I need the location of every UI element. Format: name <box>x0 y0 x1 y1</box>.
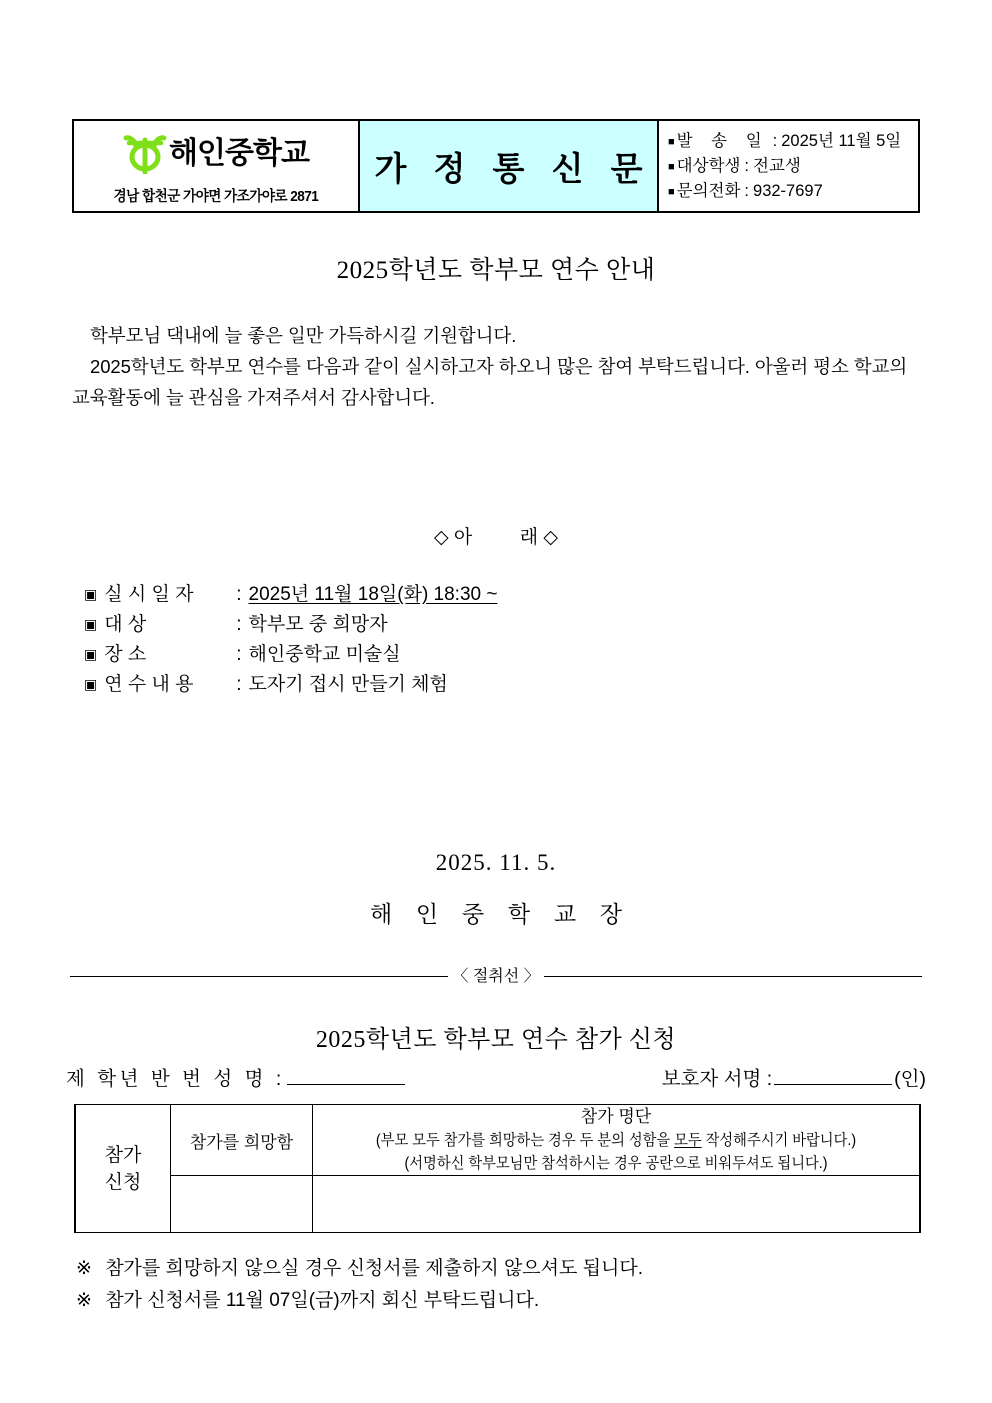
detail-label-content: 연 수 내 용 <box>104 674 194 695</box>
separator-colon: : <box>236 614 242 635</box>
note-text-emphasis: 모두 <box>674 1132 702 1149</box>
form-student-line <box>66 1063 926 1091</box>
school-identity-cell <box>74 121 360 211</box>
student-info-label: 제 학년 반 번 성 명 : <box>66 1068 285 1090</box>
footnote-row <box>76 1253 643 1285</box>
below-divider: ◇ 아 래 ◇ <box>434 527 558 548</box>
detail-value-datetime: 2025년 11월 18일(화) 18:30 ~ <box>248 584 498 605</box>
table-row <box>75 1105 920 1176</box>
participant-list-header: 참가 명단 <box>580 1107 652 1126</box>
contact-phone-value: 932-7697 <box>753 181 823 200</box>
filled-square-bullet-icon: ▣ <box>84 586 98 602</box>
footnote-text: 참가를 희망하지 않으실 경우 신청서를 제출하지 않으셔도 됩니다. <box>105 1258 643 1279</box>
application-label-line2: 신청 <box>104 1171 142 1193</box>
separator-colon: : <box>772 131 778 150</box>
application-label-line1: 참가 <box>104 1144 142 1166</box>
note-text-after: 작성해주시기 바랍니다.) <box>701 1132 857 1149</box>
cut-line-label: 〈 절취선 〉 <box>452 968 540 985</box>
participant-list-note-1 <box>337 1129 895 1152</box>
separator-colon: : <box>236 584 242 605</box>
separator-colon: : <box>236 674 242 695</box>
reference-mark-icon: ※ <box>76 1258 92 1279</box>
cut-line-rule-left <box>70 976 448 977</box>
table-row <box>75 1176 920 1233</box>
header-info-row <box>668 179 918 204</box>
detail-row-audience <box>84 610 513 640</box>
student-name-input[interactable] <box>287 1069 405 1085</box>
separator-colon: : <box>744 156 750 175</box>
target-students-value: 전교생 <box>753 156 801 175</box>
separator-colon: : <box>236 644 242 665</box>
header-info-row <box>668 129 918 154</box>
guardian-signature-label: 보호자 서명 : <box>661 1068 773 1090</box>
detail-row-content <box>84 670 513 700</box>
participant-list-note-2: (서명하신 학부모님만 참석하시는 경우 공란으로 비워두셔도 됩니다.) <box>404 1155 828 1172</box>
form-title: 2025학년도 학부모 연수 참가 신청 <box>315 1027 677 1053</box>
logo-row <box>123 129 309 179</box>
send-date-label: 발 송 일 <box>676 131 769 150</box>
newsletter-header <box>72 119 920 213</box>
guardian-signature-input[interactable] <box>774 1069 892 1085</box>
newsletter-title: 가 정 통 신 문 <box>374 149 652 187</box>
intro-paragraph-1: 학부모님 댁내에 늘 좋은 일만 가득하시길 기원합니다. <box>90 325 517 346</box>
detail-row-location <box>84 640 513 670</box>
wish-checkbox-cell[interactable] <box>171 1176 313 1233</box>
square-bullet-icon: ■ <box>668 185 675 198</box>
footnote-row <box>76 1285 643 1317</box>
school-emblem-icon <box>123 134 167 174</box>
participant-names-cell[interactable] <box>313 1176 921 1233</box>
page-title: 2025학년도 학부모 연수 안내 <box>336 257 656 284</box>
participation-application-table <box>74 1104 921 1233</box>
detail-label-datetime: 실 시 일 자 <box>104 584 194 605</box>
detail-label-location: 장 소 <box>104 644 147 665</box>
separator-colon: : <box>744 181 750 200</box>
note-text-before: (부모 모두 참가를 희망하는 경우 두 분의 성함을 <box>375 1132 675 1149</box>
seal-mark-label: (인) <box>894 1068 926 1090</box>
school-address: 경남 합천군 가야면 가조가야로 2871 <box>113 188 319 205</box>
cut-line-rule-right <box>544 976 922 977</box>
header-info-cell <box>659 121 918 211</box>
footnote-text: 참가 신청서를 11월 07일(금)까지 회신 부탁드립니다. <box>105 1290 540 1311</box>
reference-mark-icon: ※ <box>76 1290 92 1311</box>
detail-value-location: 해인중학교 미술실 <box>248 644 401 665</box>
signatory-name: 해 인 중 학 교 장 <box>369 902 632 927</box>
filled-square-bullet-icon: ▣ <box>84 676 98 692</box>
send-date-value: 2025년 11월 5일 <box>781 131 902 150</box>
header-info-row <box>668 154 918 179</box>
intro-paragraph-2: 2025학년도 학부모 연수를 다음과 같이 실시하고자 하오니 많은 참여 부탁드립니다. 아울러 평소 학교의 교육활동에 늘 관심을 가져주셔서 감사합니다. <box>72 356 908 408</box>
detail-row-datetime <box>84 580 513 610</box>
detail-value-audience: 학부모 중 희망자 <box>248 614 388 635</box>
contact-phone-label: 문의전화 <box>676 181 741 200</box>
filled-square-bullet-icon: ▣ <box>84 616 98 632</box>
cell-application-label <box>75 1105 171 1233</box>
issue-date: 2025. 11. 5. <box>435 850 557 875</box>
cell-list-header <box>313 1105 921 1176</box>
detail-label-audience: 대 상 <box>104 614 147 635</box>
school-name: 해인중학교 <box>169 136 309 170</box>
square-bullet-icon: ■ <box>668 160 675 173</box>
detail-value-content: 도자기 접시 만들기 체험 <box>248 674 448 695</box>
square-bullet-icon: ■ <box>668 135 675 148</box>
cell-wish-header: 참가를 희망함 <box>171 1105 313 1176</box>
filled-square-bullet-icon: ▣ <box>84 646 98 662</box>
footnotes <box>76 1253 643 1317</box>
event-details-list <box>84 580 513 700</box>
cut-line <box>70 965 922 988</box>
newsletter-title-cell <box>360 121 659 211</box>
target-students-label: 대상학생 <box>676 156 741 175</box>
